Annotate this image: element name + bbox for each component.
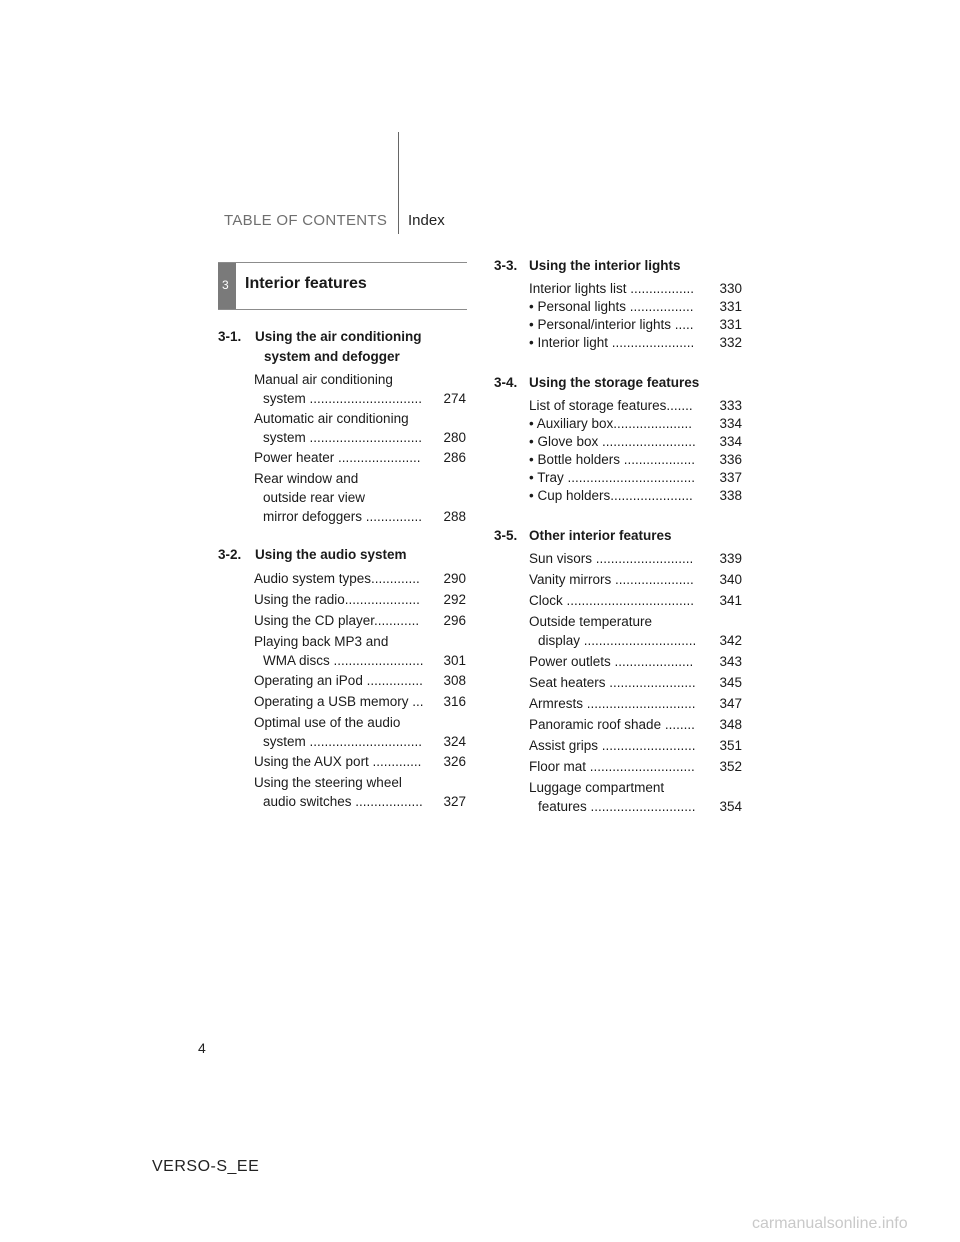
subsection-number: 3-4.: [494, 375, 518, 390]
subsection-number: 3-3.: [494, 258, 518, 273]
subsection-title: Using the storage features: [529, 375, 700, 390]
toc-entry[interactable]: Armrests ............................. 347: [529, 696, 742, 711]
subsection-heading-3-3[interactable]: [494, 256, 744, 276]
subsection-title-cont: system and defogger: [264, 349, 400, 364]
toc-entry[interactable]: Rear window and outside rear view mirror defoggers ............... 288: [254, 471, 466, 524]
page-number: 331: [719, 317, 742, 332]
page-number: 332: [719, 335, 742, 350]
page-number: 347: [719, 696, 742, 711]
page-number: 274: [443, 391, 466, 406]
page-number-footer: 4: [198, 1040, 206, 1056]
page-number: 296: [443, 613, 466, 628]
page-number: 336: [719, 452, 742, 467]
toc-entry[interactable]: Automatic air conditioning system .............................. 280: [254, 411, 466, 445]
page-number: 308: [443, 673, 466, 688]
toc-entry[interactable]: Power heater ...................... 286: [254, 450, 466, 465]
toc-entry[interactable]: Power outlets ..................... 343: [529, 654, 742, 669]
page-number: 326: [443, 754, 466, 769]
toc-entry[interactable]: Assist grips ......................... 351: [529, 738, 742, 753]
toc-entry[interactable]: Outside temperature display .............................. 342: [529, 614, 742, 648]
page-number: 331: [719, 299, 742, 314]
page-number: 345: [719, 675, 742, 690]
subsection-heading-3-2[interactable]: [218, 545, 468, 565]
toc-entry[interactable]: • Interior light ...................... 332: [529, 335, 742, 350]
toc-entry[interactable]: Operating an iPod ............... 308: [254, 673, 466, 688]
toc-entry[interactable]: • Personal/interior lights ..... 331: [529, 317, 742, 332]
page-number: 301: [443, 653, 466, 668]
section-title: Interior features: [245, 275, 367, 292]
subsection-number: 3-1.: [218, 329, 242, 344]
page-number: 324: [443, 734, 466, 749]
subsection-number: 3-5.: [494, 528, 518, 543]
subsection-number: 3-2.: [218, 547, 242, 562]
toc-entry[interactable]: Using the radio.................... 292: [254, 592, 466, 607]
page-number: 337: [719, 470, 742, 485]
page-number: 338: [719, 488, 742, 503]
toc-entry[interactable]: Playing back MP3 and WMA discs ........................ 301: [254, 634, 466, 668]
page-number: 333: [719, 398, 742, 413]
page-number: 290: [443, 571, 466, 586]
subsection-title: Using the interior lights: [529, 258, 681, 273]
page-number: 340: [719, 572, 742, 587]
toc-entry[interactable]: • Cup holders...................... 338: [529, 488, 742, 503]
toc-entry[interactable]: Optimal use of the audio system .............................. 324: [254, 715, 466, 749]
subsection-heading-3-1[interactable]: [218, 327, 468, 367]
subsection-title: Using the audio system: [255, 547, 407, 562]
toc-entry[interactable]: Vanity mirrors ..................... 340: [529, 572, 742, 587]
page-number: 341: [719, 593, 742, 608]
page-number: 334: [719, 416, 742, 431]
page-number: 316: [443, 694, 466, 709]
page-number: 342: [719, 633, 742, 648]
toc-entry[interactable]: Operating a USB memory ... 316: [254, 694, 466, 709]
toc-entry[interactable]: Using the AUX port ............. 326: [254, 754, 466, 769]
toc-entry[interactable]: List of storage features....... 333: [529, 398, 742, 413]
page-number: 352: [719, 759, 742, 774]
header-divider: [398, 132, 399, 234]
toc-entry[interactable]: Audio system types............. 290: [254, 571, 466, 586]
page-number: 327: [443, 794, 466, 809]
model-code: VERSO-S_EE: [152, 1158, 260, 1175]
subsection-title: Using the air conditioning: [255, 329, 422, 344]
toc-entry[interactable]: Interior lights list ................. 330: [529, 281, 742, 296]
section-tab: [218, 263, 236, 309]
index-link[interactable]: Index: [408, 212, 445, 229]
subsection-heading-3-4[interactable]: [494, 373, 744, 393]
toc-entry[interactable]: Floor mat ............................ 352: [529, 759, 742, 774]
toc-entry[interactable]: • Bottle holders ................... 336: [529, 452, 742, 467]
toc-entry[interactable]: Using the steering wheel audio switches .................. 327: [254, 775, 466, 809]
table-of-contents-link[interactable]: TABLE OF CONTENTS: [224, 212, 388, 229]
watermark: carmanualsonline.info: [752, 1215, 908, 1232]
section-header: [218, 262, 467, 310]
page-number: 330: [719, 281, 742, 296]
page-number: 339: [719, 551, 742, 566]
toc-entry[interactable]: Seat heaters ....................... 345: [529, 675, 742, 690]
section-number: 3: [222, 278, 229, 292]
toc-entry[interactable]: Clock .................................. 341: [529, 593, 742, 608]
toc-entry[interactable]: Using the CD player............ 296: [254, 613, 466, 628]
toc-entry[interactable]: • Personal lights ................. 331: [529, 299, 742, 314]
toc-entry[interactable]: Luggage compartment features ............................ 354: [529, 780, 742, 814]
toc-entry[interactable]: • Auxiliary box..................... 334: [529, 416, 742, 431]
page-number: 286: [443, 450, 466, 465]
page-number: 343: [719, 654, 742, 669]
page-number: 348: [719, 717, 742, 732]
toc-entry[interactable]: • Glove box ......................... 334: [529, 434, 742, 449]
subsection-heading-3-5[interactable]: [494, 526, 744, 546]
toc-entry[interactable]: • Tray .................................. 337: [529, 470, 742, 485]
page-number: 334: [719, 434, 742, 449]
toc-entry[interactable]: Sun visors .......................... 339: [529, 551, 742, 566]
page-number: 280: [443, 430, 466, 445]
toc-entry[interactable]: Panoramic roof shade ........ 348: [529, 717, 742, 732]
page-number: 351: [719, 738, 742, 753]
page-number: 292: [443, 592, 466, 607]
page-number: 354: [719, 799, 742, 814]
page-number: 288: [443, 509, 466, 524]
toc-entry[interactable]: Manual air conditioning system .............................. 274: [254, 372, 466, 406]
subsection-title: Other interior features: [529, 528, 672, 543]
